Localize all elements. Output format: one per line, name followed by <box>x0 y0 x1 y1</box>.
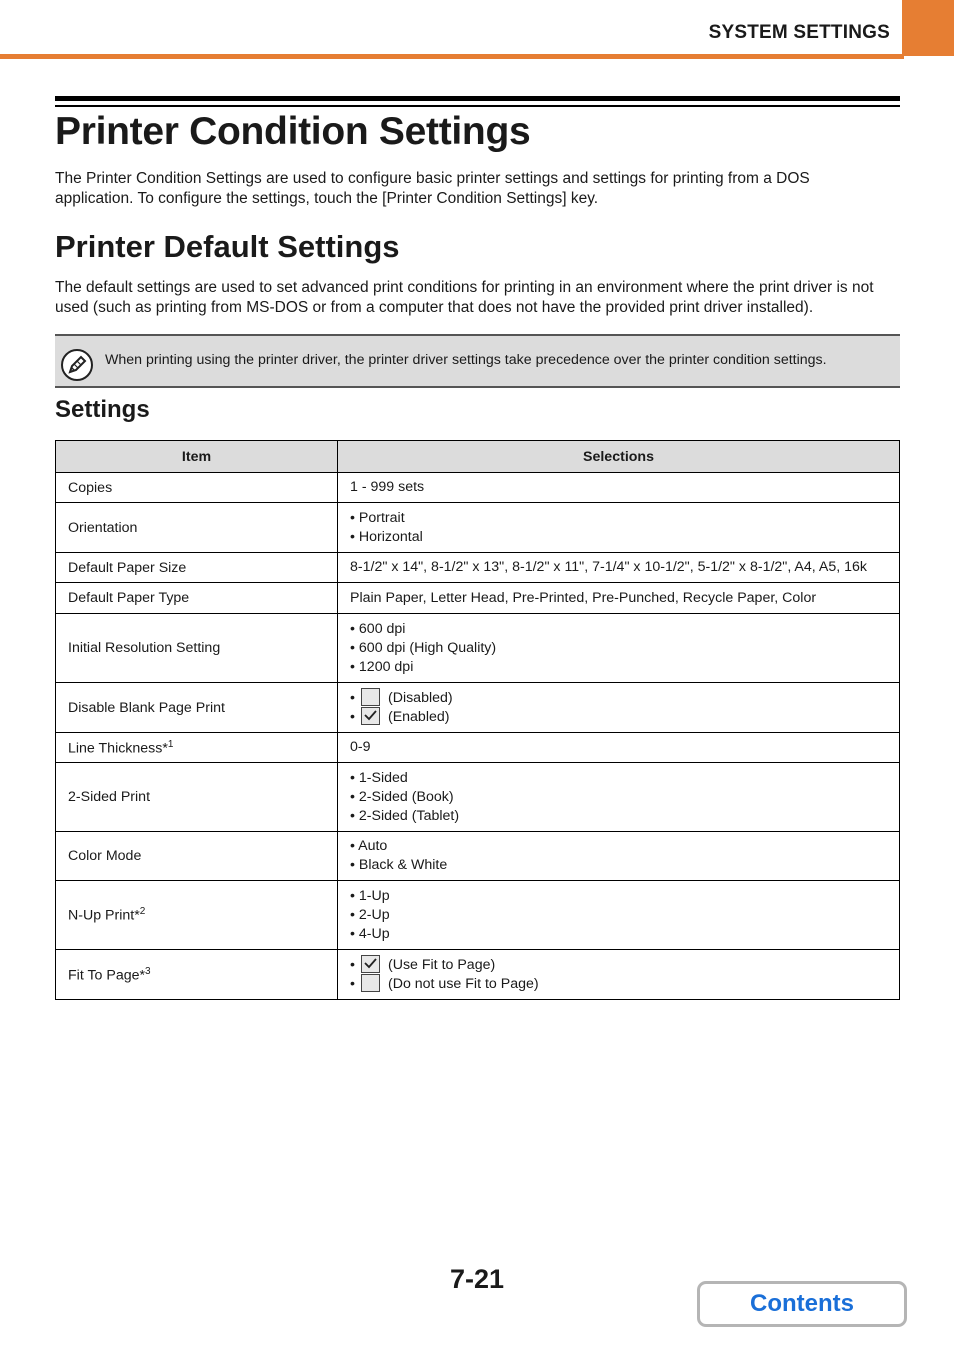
header-accent-tab <box>902 0 954 56</box>
item-cell <box>56 881 338 950</box>
selection-line: • (Do not use Fit to Page) <box>350 975 539 992</box>
table-row <box>56 881 900 950</box>
section-label: SYSTEM SETTINGS <box>708 22 890 43</box>
item-label: Fit To Page* <box>68 967 146 984</box>
table-row <box>56 583 900 614</box>
selection-line: • 1-Up <box>350 887 390 904</box>
selections-cell <box>338 614 900 683</box>
selection-line: • 1200 dpi <box>350 658 414 675</box>
selection-line: • 1-Sided <box>350 769 408 786</box>
checkbox-label: (Do not use Fit to Page) <box>387 975 539 992</box>
checkbox-label: (Use Fit to Page) <box>387 956 496 973</box>
item-cell: Copies <box>56 473 338 503</box>
selections-cell <box>338 881 900 950</box>
checked-checkbox-icon <box>361 707 380 725</box>
table-row <box>56 733 900 763</box>
selection-line: • 2-Up <box>350 906 390 923</box>
selection-line: • (Use Fit to Page) <box>350 956 496 973</box>
selection-line: Plain Paper, Letter Head, Pre-Printed, Pre-Punched, Recycle Paper, Color <box>350 589 817 606</box>
item-cell: Orientation <box>56 503 338 553</box>
footnote-marker: 3 <box>145 965 151 977</box>
table-row <box>56 683 900 733</box>
table-row <box>56 763 900 832</box>
page-number: 7-21 <box>449 1264 505 1294</box>
item-cell: Default Paper Type <box>56 583 338 614</box>
selection-line: • 2-Sided (Book) <box>350 788 454 805</box>
item-label: N-Up Print* <box>68 907 140 924</box>
page-title: Printer Condition Settings <box>55 110 531 153</box>
footnote-marker: 2 <box>139 906 146 918</box>
selections-cell <box>338 583 900 614</box>
selections-cell <box>338 553 900 583</box>
footnote-marker: 1 <box>167 738 174 750</box>
selection-line: 1 - 999 sets <box>350 479 425 495</box>
selections-cell <box>338 950 900 1000</box>
selection-line: • Auto <box>350 838 388 854</box>
settings-heading: Settings <box>55 396 150 423</box>
selections-cell <box>338 763 900 832</box>
item-cell: Initial Resolution Setting <box>56 614 338 683</box>
selection-line: • 600 dpi <box>350 620 406 637</box>
selection-line: 0-9 <box>350 739 371 755</box>
item-label: Line Thickness* <box>68 740 168 757</box>
table-row <box>56 832 900 881</box>
table-row <box>56 950 900 1000</box>
title-rule <box>55 96 900 101</box>
settings-table <box>55 440 900 1000</box>
section-paragraph <box>55 278 903 318</box>
selection-line: • Horizontal <box>350 528 423 545</box>
contents-button[interactable]: Contents <box>697 1281 907 1327</box>
selections-cell <box>338 473 900 503</box>
selection-line: • Portrait <box>350 509 405 526</box>
selection-line: • (Disabled) <box>350 689 453 706</box>
table-row <box>56 503 900 553</box>
item-cell <box>56 733 338 763</box>
checkbox-label: (Enabled) <box>387 708 450 725</box>
selection-line: • Black & White <box>350 857 448 873</box>
selections-cell <box>338 503 900 553</box>
selection-line: • (Enabled) <box>350 708 450 725</box>
item-cell: Default Paper Size <box>56 553 338 583</box>
header-rule <box>0 54 904 59</box>
selection-line: • 2-Sided (Tablet) <box>350 807 460 824</box>
column-header-selections: Selections <box>338 441 900 473</box>
pencil-note-icon <box>61 349 93 381</box>
checkbox-label: (Disabled) <box>387 689 453 706</box>
table-row <box>56 614 900 683</box>
selections-cell <box>338 733 900 763</box>
item-cell: Color Mode <box>56 832 338 881</box>
table-row <box>56 473 900 503</box>
selection-line: • 600 dpi (High Quality) <box>350 639 497 656</box>
section-heading: Printer Default Settings <box>55 229 400 264</box>
title-rule-thin <box>55 105 900 107</box>
note-box <box>55 334 900 388</box>
intro-line: The Printer Condition Settings are used to configure basic printer settings and settings for printing from a DOS <box>55 170 810 187</box>
item-cell: Disable Blank Page Print <box>56 683 338 733</box>
unchecked-checkbox-icon <box>361 974 380 992</box>
intro-line: application. To configure the settings, touch the [Printer Condition Settings] key. <box>55 190 599 207</box>
intro-paragraph <box>55 169 903 209</box>
selections-cell <box>338 683 900 733</box>
section-line: used (such as printing from MS-DOS or from a computer that does not have the provided print driver installed). <box>55 299 814 316</box>
selection-line: 8-1/2" x 14", 8-1/2" x 13", 8-1/2" x 11", 7-1/4" x 10-1/2", 5-1/2" x 8-1/2", A4, A5, 16k <box>350 559 867 575</box>
checked-checkbox-icon <box>361 955 380 973</box>
table-row <box>56 553 900 583</box>
item-cell <box>56 950 338 1000</box>
table-header-row <box>56 441 900 473</box>
unchecked-checkbox-icon <box>361 688 380 706</box>
note-text: When printing using the printer driver, the printer driver settings take precedence over the printer condition settings. <box>105 352 827 368</box>
section-line: The default settings are used to set advanced print conditions for printing in an environment where the print driver is not <box>55 279 874 296</box>
selection-line: • 4-Up <box>350 925 390 942</box>
column-header-item: Item <box>56 441 338 473</box>
item-cell: 2-Sided Print <box>56 763 338 832</box>
selections-cell <box>338 832 900 881</box>
